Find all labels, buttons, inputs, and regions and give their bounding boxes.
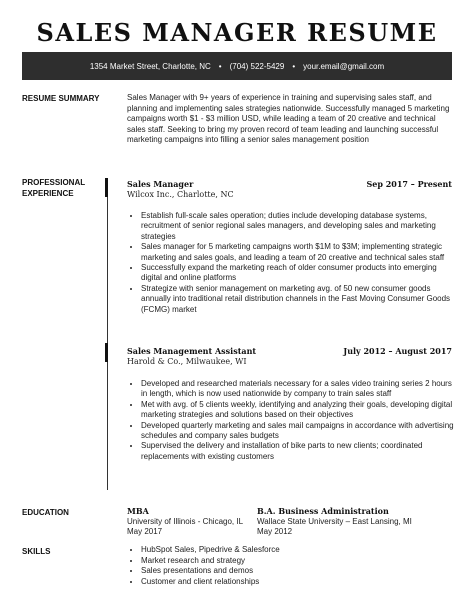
skill-item: • Customer and client relationships xyxy=(141,577,280,588)
job-dates: July 2012 – August 2017 xyxy=(343,346,452,356)
experience-label xyxy=(22,177,85,199)
job-bullet: • Developed and researched materials necessary for a sales video training series 2 hours in length, which is now used nationwide by company to train sales staff xyxy=(141,379,457,400)
contact-email: your.email@gmail.com xyxy=(303,61,385,71)
education-school: Wallace State University – East Lansing, MI xyxy=(257,516,412,526)
job-bullet: • Supervised the delivery and installation of bike parts to new clients; coordinated replacements with existing customers xyxy=(141,441,457,462)
job-title: Sales Manager xyxy=(127,179,194,189)
education-entry xyxy=(127,506,243,538)
summary-label: RESUME SUMMARY xyxy=(22,94,100,103)
contact-phone: (704) 522-5429 xyxy=(229,61,285,71)
job-bullets xyxy=(127,211,457,315)
education-label: EDUCATION xyxy=(22,508,69,517)
job-bullet: • Strategize with senior management on marketing avg. of 50 new consumer goods annually into traditional retail distribution channels in the Fast Moving Consumer Goods (FCMG) market xyxy=(141,284,457,315)
job-bullet: • Successfully expand the marketing reach of older consumer products into emerging digital and online platforms xyxy=(141,263,457,284)
education-entry xyxy=(257,506,412,538)
timeline-marker xyxy=(105,178,108,197)
education-date: May 2017 xyxy=(127,527,163,537)
job-bullet: • Met with avg. of 5 clients weekly, identifying and analyzing their goals, developing digital marketing strategies and solutions based on their objectives xyxy=(141,400,457,421)
skill-item: • Market research and strategy xyxy=(141,556,280,567)
contact-separator: • xyxy=(218,61,222,71)
education-degree: MBA xyxy=(127,506,149,516)
job-bullet: • Developed quarterly marketing and sales mail campaigns in accordance with advertising schedules and company sales budgets xyxy=(141,421,457,442)
education-date: May 2012 xyxy=(257,527,293,537)
contact-address: 1354 Market Street, Charlotte, NC xyxy=(89,61,211,71)
education-degree: B.A. Business Administration xyxy=(257,506,389,516)
summary-text: Sales Manager with 9+ years of experience in training and supervising sales staff, and planning and implementing sales strategies nationwide. Successfully managed 5 marketing campaigns worth $1 - $3 million USD, while leading a team of 20 creative and technical sales staff. Seeking to bring my proven record of team leading and launching successful marketing campaigns into filling a senior sales management position xyxy=(127,93,450,145)
job-company: Harold & Co., Milwaukee, WI xyxy=(127,357,247,366)
experience-label-line2: EXPERIENCE xyxy=(22,189,74,198)
skills-list xyxy=(127,545,280,587)
education-school: University of Illinois - Chicago, IL xyxy=(127,516,244,526)
job-bullet: • Establish full-scale sales operation; duties include developing database systems, recruitment of senior regional sales managers, and developing sales and marketing strategies xyxy=(141,211,457,242)
timeline-marker xyxy=(105,343,108,362)
contact-bar xyxy=(22,52,452,80)
timeline-line xyxy=(107,178,108,490)
resume-title: SALES MANAGER RESUME xyxy=(36,18,438,47)
job-dates: Sep 2017 – Present xyxy=(366,179,452,189)
job-company: Wilcox Inc., Charlotte, NC xyxy=(127,190,234,199)
skills-label: SKILLS xyxy=(22,547,51,556)
experience-label-line1: PROFESSIONAL xyxy=(22,178,86,187)
skill-item: • Sales presentations and demos xyxy=(141,566,280,577)
job-bullet: • Sales manager for 5 marketing campaigns worth $1M to $3M; implementing strategic marketing and sales goals, and leading a team of 20 creative and technical sales staff xyxy=(141,242,457,263)
skill-item: • HubSpot Sales, Pipedrive & Salesforce xyxy=(141,545,280,556)
contact-separator: • xyxy=(292,61,296,71)
job-bullets xyxy=(127,379,457,462)
job-title: Sales Management Assistant xyxy=(127,346,257,356)
